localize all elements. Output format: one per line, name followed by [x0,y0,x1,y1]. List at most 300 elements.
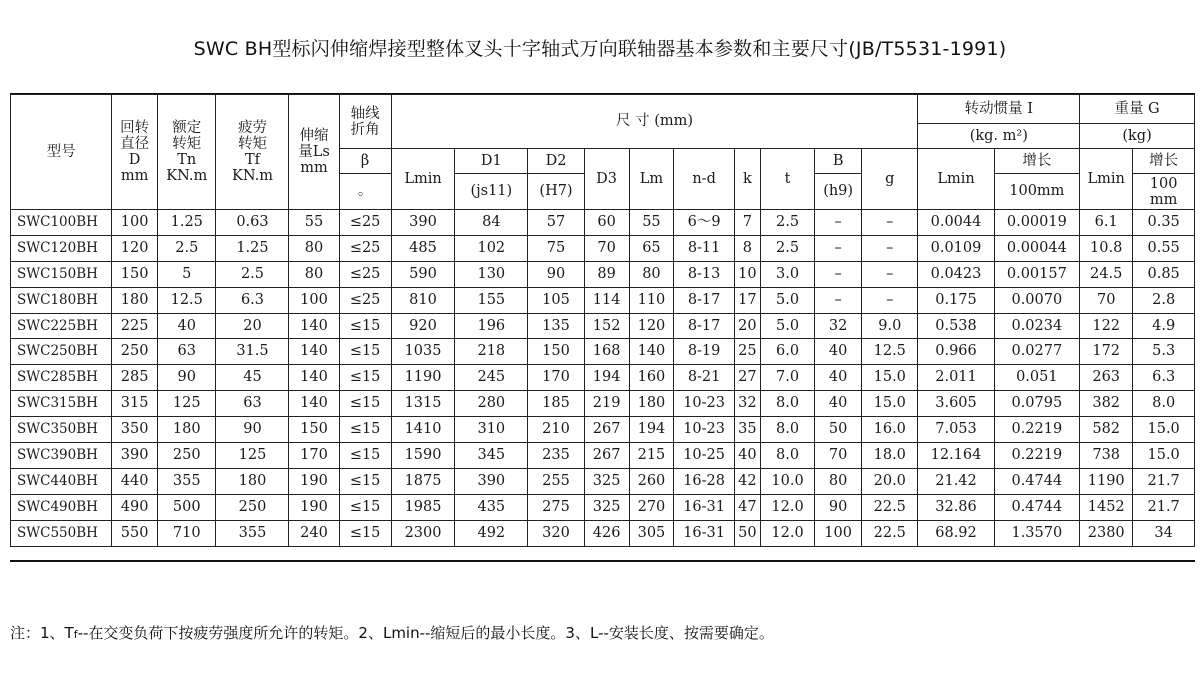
table-cell: 40 [815,365,862,391]
header-inertia-lmin: Lmin [918,149,994,210]
table-cell: 0.00044 [994,235,1080,261]
footnote [10,622,1190,643]
table-cell: 100 [289,287,339,313]
table-cell: 355 [216,520,289,546]
table-cell: 492 [455,520,528,546]
table-cell: 0.0234 [994,313,1080,339]
header-weight-growth: 增长 [1133,149,1195,174]
table-cell: 130 [455,261,528,287]
table-cell: 100 [815,520,862,546]
header-rated-torque: 额定 转矩 Tn KN.m [158,95,216,210]
table-cell: 235 [528,443,584,469]
table-cell: 245 [455,365,528,391]
header-g: g [862,149,918,210]
footnote-prefix: 注：1、T [10,624,74,642]
header-d2: D2 [528,149,584,174]
table-cell: 435 [455,494,528,520]
table-cell: 0.63 [216,210,289,236]
table-cell: ≤25 [339,261,391,287]
table-cell: 70 [815,443,862,469]
table-cell: 21.7 [1133,468,1195,494]
table-cell: ≤15 [339,417,391,443]
table-cell: 84 [455,210,528,236]
header-k: k [734,149,760,210]
table-cell: 170 [528,365,584,391]
header-d2-tolerance: (H7) [528,174,584,210]
table-cell: 260 [629,468,674,494]
table-cell: 345 [455,443,528,469]
header-dimensions: 尺 寸 (mm) [391,95,918,149]
table-cell: 390 [455,468,528,494]
table-cell: 255 [528,468,584,494]
table-cell: 68.92 [918,520,994,546]
table-cell: 16.0 [862,417,918,443]
table-cell: 8-11 [674,235,735,261]
table-cell: 8.0 [760,443,814,469]
spec-table [10,94,1195,547]
table-cell: 10.0 [760,468,814,494]
table-row [11,235,1195,261]
table-cell: 190 [289,494,339,520]
table-cell: ≤15 [339,468,391,494]
table-cell: 90 [815,494,862,520]
table-cell: 485 [391,235,455,261]
table-cell: 150 [528,339,584,365]
table-cell: 32 [815,313,862,339]
table-cell: 20 [216,313,289,339]
model-cell: SWC150BH [11,261,112,287]
table-cell: – [815,261,862,287]
table-cell: 0.051 [994,365,1080,391]
table-cell: 135 [528,313,584,339]
table-cell: ≤15 [339,443,391,469]
table-cell: 15.0 [862,365,918,391]
table-cell: 125 [158,391,216,417]
table-cell: 102 [455,235,528,261]
table-cell: 10 [734,261,760,287]
table-cell: 0.85 [1133,261,1195,287]
model-cell: SWC285BH [11,365,112,391]
table-row [11,210,1195,236]
table-cell: 215 [629,443,674,469]
header-beta: β [339,149,391,174]
table-cell: 320 [528,520,584,546]
table-cell: 12.0 [760,520,814,546]
table-cell: 120 [112,235,158,261]
table-cell: 22.5 [862,520,918,546]
table-cell: 90 [528,261,584,287]
header-weight-lmin: Lmin [1080,149,1133,210]
header-inertia-unit: (kg. m²) [918,124,1080,149]
table-cell: 6.3 [1133,365,1195,391]
table-cell: 263 [1080,365,1133,391]
table-cell: 155 [455,287,528,313]
table-cell: 152 [584,313,629,339]
header-inertia-growth-unit: 100mm [994,174,1080,210]
table-cell: 12.0 [760,494,814,520]
table-cell: 12.5 [158,287,216,313]
table-cell: 16-28 [674,468,735,494]
table-cell: 267 [584,417,629,443]
table-cell: – [862,287,918,313]
table-cell: 125 [216,443,289,469]
header-rotation-diameter: 回转 直径 D mm [112,95,158,210]
table-cell: 250 [112,339,158,365]
table-cell: 80 [289,235,339,261]
table-cell: 4.9 [1133,313,1195,339]
table-cell: 2.5 [760,235,814,261]
table-cell: 10-23 [674,391,735,417]
bottom-rule [10,560,1195,562]
table-cell: 0.00019 [994,210,1080,236]
header-telescopic: 伸缩 量Ls mm [289,95,339,210]
table-cell: 40 [734,443,760,469]
table-cell: 45 [216,365,289,391]
model-cell: SWC490BH [11,494,112,520]
table-cell: 1.3570 [994,520,1080,546]
table-cell: – [815,235,862,261]
table-cell: 8-17 [674,287,735,313]
table-cell: 185 [528,391,584,417]
model-cell: SWC550BH [11,520,112,546]
table-cell: 0.4744 [994,468,1080,494]
table-cell: 8 [734,235,760,261]
table-cell: 0.0044 [918,210,994,236]
table-cell: 35 [734,417,760,443]
table-cell: 1190 [391,365,455,391]
header-model: 型号 [11,95,112,210]
table-cell: 810 [391,287,455,313]
table-cell: 2.8 [1133,287,1195,313]
table-cell: 0.0423 [918,261,994,287]
table-cell: 7.053 [918,417,994,443]
table-cell: 3.605 [918,391,994,417]
table-cell: 47 [734,494,760,520]
table-cell: 355 [158,468,216,494]
table-cell: 16-31 [674,520,735,546]
table-cell: 8-19 [674,339,735,365]
table-cell: 218 [455,339,528,365]
header-nd: n-d [674,149,735,210]
table-cell: 6.0 [760,339,814,365]
table-cell: 0.0070 [994,287,1080,313]
table-cell: 0.55 [1133,235,1195,261]
table-cell: 8.0 [760,391,814,417]
table-row [11,287,1195,313]
header-weight: 重量 G [1080,95,1195,124]
table-cell: 80 [815,468,862,494]
table-cell: 65 [629,235,674,261]
table-cell: 6～9 [674,210,735,236]
table-row [11,417,1195,443]
table-cell: 31.5 [216,339,289,365]
table-cell: 110 [629,287,674,313]
header-weight-growth-unit: 100 mm [1133,174,1195,210]
table-cell: 190 [289,468,339,494]
table-cell: 2.5 [216,261,289,287]
table-cell: 90 [216,417,289,443]
table-cell: 390 [391,210,455,236]
table-cell: ≤25 [339,235,391,261]
table-cell: 285 [112,365,158,391]
table-cell: 1190 [1080,468,1133,494]
table-cell: 582 [1080,417,1133,443]
header-axis-angle: 轴线 折角 [339,95,391,149]
header-d1-tolerance: (js11) [455,174,528,210]
table-cell: 172 [1080,339,1133,365]
table-cell: 20 [734,313,760,339]
table-cell: 42 [734,468,760,494]
table-cell: 5.0 [760,287,814,313]
table-cell: 1875 [391,468,455,494]
table-cell: 1035 [391,339,455,365]
table-cell: 1.25 [216,235,289,261]
header-inertia: 转动惯量 I [918,95,1080,124]
table-cell: 219 [584,391,629,417]
table-cell: 0.2219 [994,443,1080,469]
table-cell: 1590 [391,443,455,469]
table-cell: 180 [216,468,289,494]
table-cell: 590 [391,261,455,287]
table-cell: – [862,235,918,261]
table-row [11,468,1195,494]
table-cell: – [862,210,918,236]
table-cell: 34 [1133,520,1195,546]
table-cell: 9.0 [862,313,918,339]
table-cell: 150 [112,261,158,287]
table-row [11,443,1195,469]
header-weight-unit: (kg) [1080,124,1195,149]
table-cell: 305 [629,520,674,546]
table-cell: 0.0109 [918,235,994,261]
header-lm: Lm [629,149,674,210]
header-lmin: Lmin [391,149,455,210]
table-cell: ≤25 [339,210,391,236]
table-cell: 32 [734,391,760,417]
table-cell: 310 [455,417,528,443]
table-row [11,520,1195,546]
table-cell: 0.966 [918,339,994,365]
table-cell: 12.5 [862,339,918,365]
table-cell: 17 [734,287,760,313]
table-cell: 8-21 [674,365,735,391]
table-cell: 18.0 [862,443,918,469]
table-cell: 6.1 [1080,210,1133,236]
table-cell: 5 [158,261,216,287]
model-cell: SWC350BH [11,417,112,443]
table-cell: ≤25 [339,287,391,313]
table-cell: 32.86 [918,494,994,520]
table-cell: 140 [629,339,674,365]
table-cell: 122 [1080,313,1133,339]
table-row [11,339,1195,365]
table-cell: 2.011 [918,365,994,391]
table-cell: – [815,210,862,236]
table-cell: 0.4744 [994,494,1080,520]
header-fatigue-torque: 疲劳 转矩 Tf KN.m [216,95,289,210]
table-cell: 12.164 [918,443,994,469]
table-cell: 140 [289,391,339,417]
model-cell: SWC390BH [11,443,112,469]
table-cell: ≤15 [339,339,391,365]
table-cell: 40 [815,391,862,417]
table-cell: 275 [528,494,584,520]
model-cell: SWC120BH [11,235,112,261]
model-cell: SWC315BH [11,391,112,417]
table-cell: 1985 [391,494,455,520]
table-cell: 150 [289,417,339,443]
table-cell: 15.0 [1133,417,1195,443]
table-cell: 10.8 [1080,235,1133,261]
table-cell: 15.0 [1133,443,1195,469]
table-cell: 710 [158,520,216,546]
table-cell: 0.0795 [994,391,1080,417]
table-cell: 270 [629,494,674,520]
model-cell: SWC440BH [11,468,112,494]
table-cell: ≤15 [339,494,391,520]
model-cell: SWC225BH [11,313,112,339]
table-cell: 0.538 [918,313,994,339]
table-cell: 180 [112,287,158,313]
table-row [11,365,1195,391]
table-cell: 194 [584,365,629,391]
footnote-text: --在交变负荷下按疲劳强度所允许的转矩。2、Lmin--缩短后的最小长度。3、L--安装长度、按需要确定。 [77,624,774,642]
table-cell: 390 [112,443,158,469]
model-cell: SWC180BH [11,287,112,313]
table-cell: 194 [629,417,674,443]
header-d1: D1 [455,149,528,174]
table-cell: 426 [584,520,629,546]
table-cell: 3.0 [760,261,814,287]
table-row [11,391,1195,417]
table-cell: 490 [112,494,158,520]
table-cell: 40 [158,313,216,339]
table-row [11,261,1195,287]
table-cell: 63 [158,339,216,365]
table-cell: 57 [528,210,584,236]
table-cell: 280 [455,391,528,417]
table-cell: 10-25 [674,443,735,469]
header-d3: D3 [584,149,629,210]
table-cell: 0.0277 [994,339,1080,365]
table-cell: 70 [1080,287,1133,313]
header-inertia-growth: 增长 [994,149,1080,174]
table-cell: 40 [815,339,862,365]
table-cell: 89 [584,261,629,287]
table-cell: 140 [289,313,339,339]
table-cell: 90 [158,365,216,391]
table-cell: 250 [216,494,289,520]
table-cell: 325 [584,494,629,520]
table-cell: ≤15 [339,520,391,546]
table-cell: 0.2219 [994,417,1080,443]
table-cell: ≤15 [339,365,391,391]
table-cell: 24.5 [1080,261,1133,287]
table-cell: 168 [584,339,629,365]
table-cell: 8.0 [1133,391,1195,417]
table-cell: 382 [1080,391,1133,417]
table-cell: 22.5 [862,494,918,520]
table-cell: – [862,261,918,287]
table-cell: 0.35 [1133,210,1195,236]
table-cell: 250 [158,443,216,469]
table-cell: 325 [584,468,629,494]
table-cell: 8-17 [674,313,735,339]
table-cell: 16-31 [674,494,735,520]
table-cell: 63 [216,391,289,417]
table-cell: 140 [289,365,339,391]
table-cell: 550 [112,520,158,546]
table-cell: 114 [584,287,629,313]
table-cell: – [815,287,862,313]
table-cell: 1315 [391,391,455,417]
table-row [11,313,1195,339]
table-cell: 50 [734,520,760,546]
header-degree: 。 [339,174,391,210]
table-cell: 8.0 [760,417,814,443]
table-cell: 50 [815,417,862,443]
table-cell: 70 [584,235,629,261]
table-row [11,494,1195,520]
table-cell: 920 [391,313,455,339]
table-body [11,210,1195,547]
model-cell: SWC100BH [11,210,112,236]
table-cell: 55 [629,210,674,236]
table-cell: 15.0 [862,391,918,417]
table-cell: 60 [584,210,629,236]
header-t: t [760,149,814,210]
table-cell: 180 [158,417,216,443]
table-cell: 0.00157 [994,261,1080,287]
table-cell: 6.3 [216,287,289,313]
table-cell: 21.7 [1133,494,1195,520]
table-cell: 140 [289,339,339,365]
table-cell: 27 [734,365,760,391]
table-cell: 315 [112,391,158,417]
table-cell: 80 [629,261,674,287]
table-cell: 105 [528,287,584,313]
header-b-tolerance: (h9) [815,174,862,210]
table-cell: 75 [528,235,584,261]
model-cell: SWC250BH [11,339,112,365]
table-cell: 2300 [391,520,455,546]
table-cell: 100 [112,210,158,236]
table-cell: ≤15 [339,313,391,339]
footnote-subscript: f [73,628,78,641]
page-title: SWC BH型标闪伸缩焊接型整体叉头十字轴式万向联轴器基本参数和主要尺寸(JB/T5531-1991) [193,38,1007,60]
table-cell: 7 [734,210,760,236]
table-cell: 25 [734,339,760,365]
table-cell: 1452 [1080,494,1133,520]
table-cell: 2.5 [158,235,216,261]
table-cell: 5.3 [1133,339,1195,365]
table-cell: 10-23 [674,417,735,443]
table-cell: 1.25 [158,210,216,236]
table-cell: 20.0 [862,468,918,494]
table-cell: 225 [112,313,158,339]
table-cell: 738 [1080,443,1133,469]
table-cell: 440 [112,468,158,494]
table-cell: 120 [629,313,674,339]
table-cell: 350 [112,417,158,443]
header-b: B [815,149,862,174]
table-cell: 160 [629,365,674,391]
table-cell: 500 [158,494,216,520]
table-cell: 7.0 [760,365,814,391]
table-cell: 2.5 [760,210,814,236]
table-cell: 5.0 [760,313,814,339]
table-cell: ≤15 [339,391,391,417]
